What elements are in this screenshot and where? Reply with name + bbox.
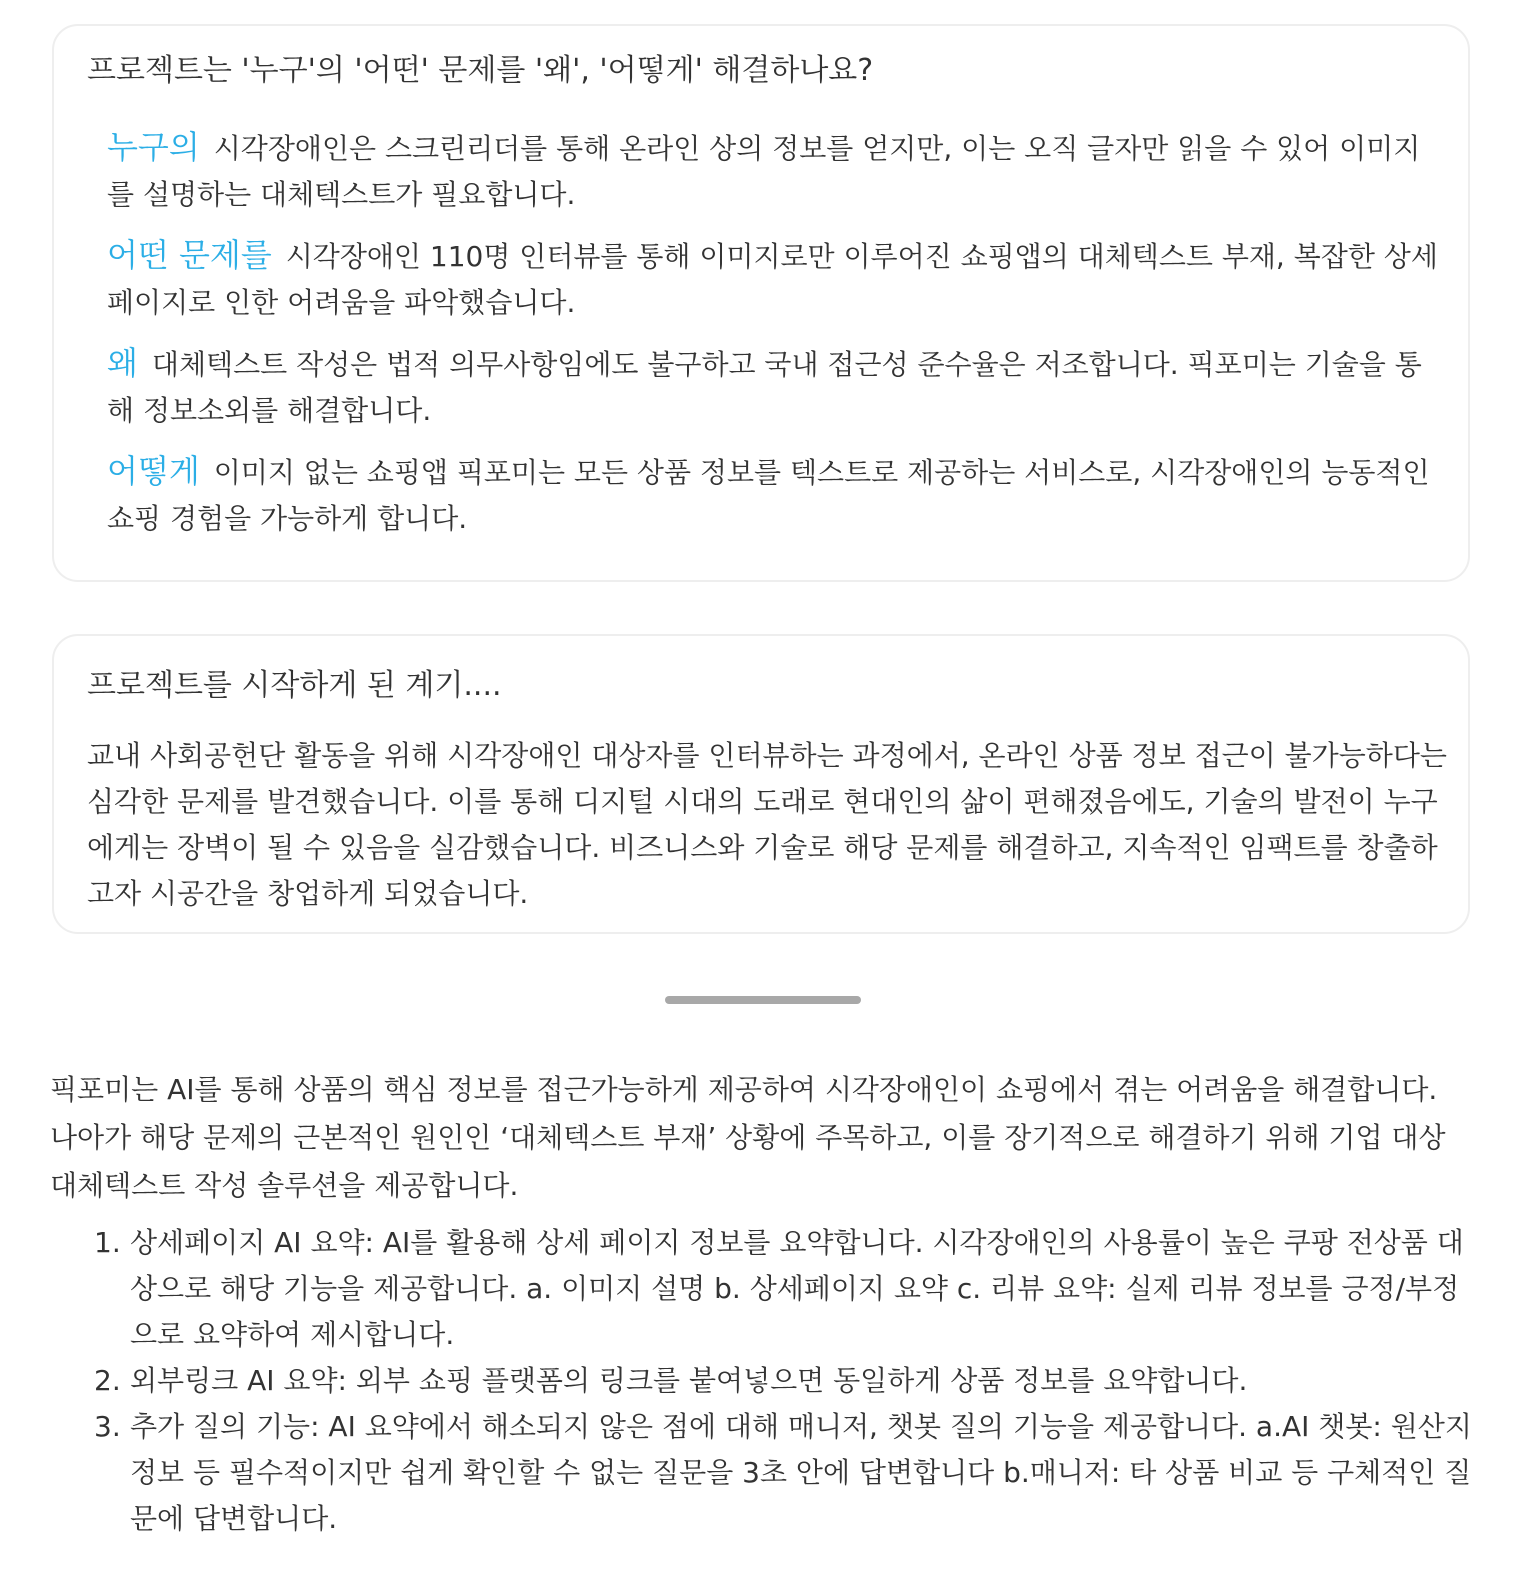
list-item-number: 2. xyxy=(94,1364,121,1397)
qa-keyword-what: 어떤 문제를 xyxy=(107,236,272,274)
motivation-body: 교내 사회공헌단 활동을 위해 시각장애인 대상자를 인터뷰하는 과정에서, 온라인 상품 정보 접근이 불가능하다는 심각한 문제를 발견했습니다. 이를 통해 디지털 시대의 도래로 현대인의 삶이 편해졌음에도, 기술의 발전이 누구에게는 장벽이 될 수 있음을 실감했습니다. 비즈니스와 기술로 해당 문제를 해결하고, 지속적인 임팩트를 창출하고자 시공간을 창업하게 되었습니다. xyxy=(87,739,1447,910)
problem-card xyxy=(52,24,1470,582)
problem-card-title: 프로젝트는 '누구'의 '어떤' 문제를 '왜', '어떻게' 해결하나요? xyxy=(87,53,874,88)
qa-text-why: 대체텍스트 작성은 법적 의무사항임에도 불구하고 국내 접근성 준수율은 저조합니다. 픽포미는 기술을 통해 정보소외를 해결합니다. xyxy=(107,348,1422,427)
list-item-number: 1. xyxy=(94,1226,121,1259)
qa-keyword-how: 어떻게 xyxy=(107,452,200,490)
list-item xyxy=(94,1358,1484,1404)
intro-paragraph: 픽포미는 AI를 통해 상품의 핵심 정보를 접근가능하게 제공하여 시각장애인이 쇼핑에서 겪는 어려움을 해결합니다. 나아가 해당 문제의 근본적인 원인인 ‘대체텍스트 부재’ 상황에 주목하고, 이를 장기적으로 해결하기 위해 기업 대상 대체텍스트 작성 솔루션을 제공합니다. xyxy=(50,1073,1446,1202)
section-divider xyxy=(665,996,861,1004)
motivation-card-title: 프로젝트를 시작하게 된 계기.... xyxy=(87,668,502,703)
list-item-number: 3. xyxy=(94,1410,121,1443)
qa-text-what: 시각장애인 110명 인터뷰를 통해 이미지로만 이루어진 쇼핑앱의 대체텍스트 부재, 복잡한 상세페이지로 인한 어려움을 파악했습니다. xyxy=(107,240,1438,319)
qa-keyword-who: 누구의 xyxy=(107,128,200,166)
feature-list xyxy=(94,1220,1484,1542)
qa-text-how: 이미지 없는 쇼핑앱 픽포미는 모든 상품 정보를 텍스트로 제공하는 서비스로, 시각장애인의 능동적인 쇼핑 경험을 가능하게 합니다. xyxy=(107,456,1430,535)
qa-item-why xyxy=(107,340,1447,434)
list-item xyxy=(94,1404,1484,1542)
qa-item-how xyxy=(107,448,1447,542)
list-item-text: 상세페이지 AI 요약: AI를 활용해 상세 페이지 정보를 요약합니다. 시각장애인의 사용률이 높은 쿠팡 전상품 대상으로 해당 기능을 제공합니다. a. 이미지 설명 b. 상세페이지 요약 c. 리뷰 요약: 실제 리뷰 정보를 긍정/부정으로 요약하여 제시합니다. xyxy=(130,1226,1464,1351)
list-item-text: 추가 질의 기능: AI 요약에서 해소되지 않은 점에 대해 매니저, 챗봇 질의 기능을 제공합니다. a.AI 챗봇: 원산지 정보 등 필수적이지만 쉽게 확인할 수 없는 질문을 3초 안에 답변합니다 b.매니저: 타 상품 비교 등 구체적인 질문에 답변합니다. xyxy=(130,1410,1472,1535)
list-item xyxy=(94,1220,1484,1358)
qa-item-who xyxy=(107,124,1447,218)
motivation-card xyxy=(52,634,1470,934)
list-item-text: 외부링크 AI 요약: 외부 쇼핑 플랫폼의 링크를 붙여넣으면 동일하게 상품 정보를 요약합니다. xyxy=(130,1364,1248,1397)
qa-text-who: 시각장애인은 스크린리더를 통해 온라인 상의 정보를 얻지만, 이는 오직 글자만 읽을 수 있어 이미지를 설명하는 대체텍스트가 필요합니다. xyxy=(107,132,1421,211)
qa-keyword-why: 왜 xyxy=(107,344,138,382)
qa-item-what xyxy=(107,232,1447,326)
